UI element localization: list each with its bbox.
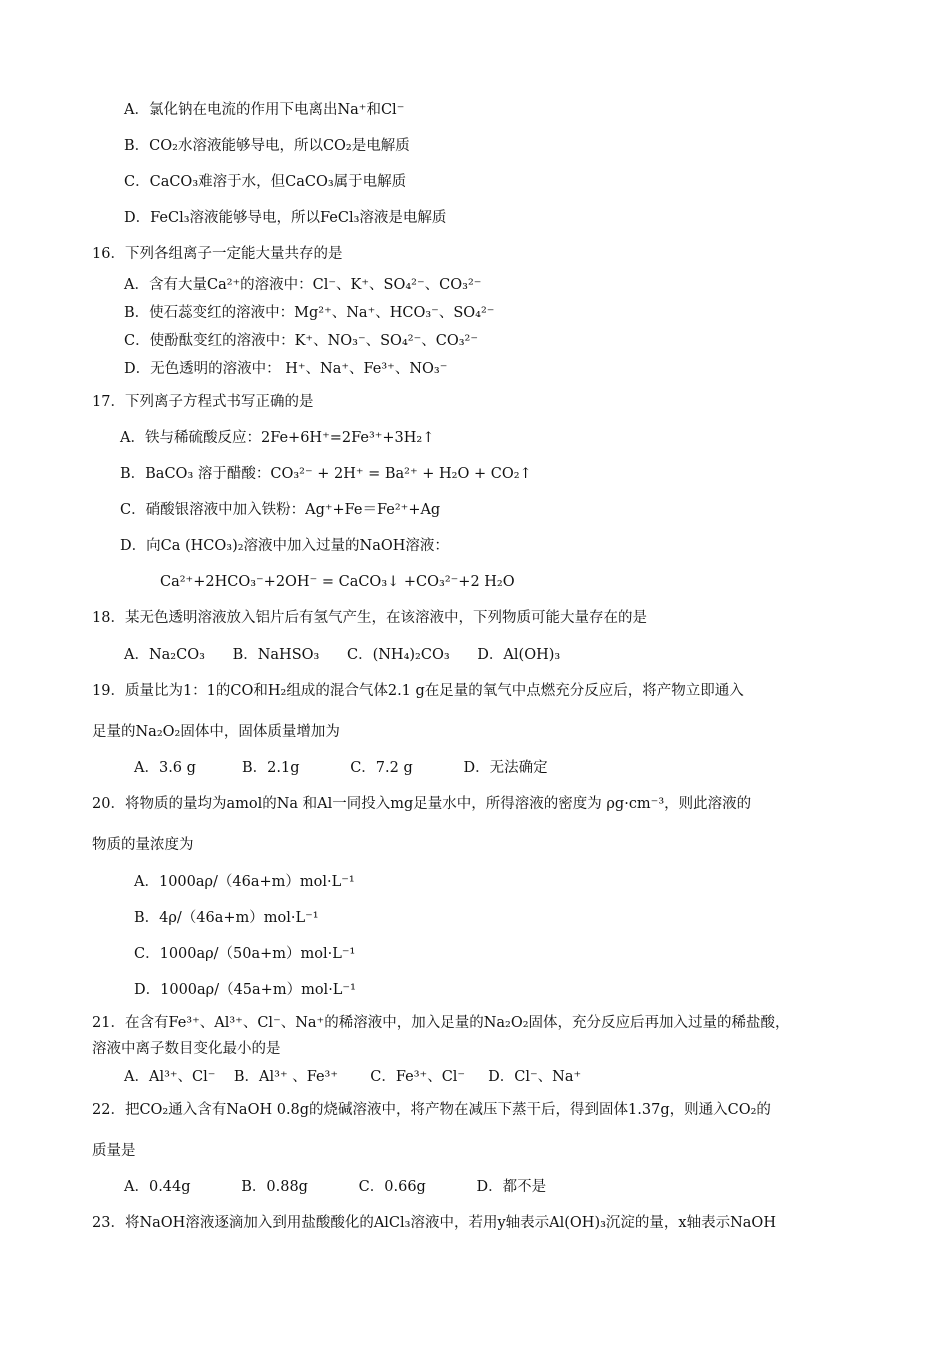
q21-stem-cont: 溶液中离子数目变化最小的是 xyxy=(92,1041,281,1057)
q19-options: A．3.6 g B．2.1g C．7.2 g D．无法确定 xyxy=(134,760,548,776)
q23-stem: 23．将NaOH溶液逐滴加入到用盐酸酸化的AlCl₃溶液中，若用y轴表示Al(OH)₃沉淀的量，x轴表示NaOH xyxy=(92,1215,776,1231)
q18-options: A．Na₂CO₃ B．NaHSO₃ C．(NH₄)₂CO₃ D．Al(OH)₃ xyxy=(124,647,561,663)
q19-stem: 19．质量比为1：1的CO和H₂组成的混合气体2.1 g在足量的氧气中点燃充分反应后，将产物立即通入 xyxy=(92,683,744,699)
q16-option-a: A．含有大量Ca²⁺的溶液中：Cl⁻、K⁺、SO₄²⁻、CO₃²⁻ xyxy=(124,277,482,293)
q20-option-d: D．1000aρ/（45a+m）mol·L⁻¹ xyxy=(134,982,356,998)
q16-option-d: D．无色透明的溶液中： H⁺、Na⁺、Fe³⁺、NO₃⁻ xyxy=(124,361,448,377)
q15-option-c: C．CaCO₃难溶于水，但CaCO₃属于电解质 xyxy=(124,174,407,190)
q16-option-c: C．使酚酞变红的溶液中：K⁺、NO₃⁻、SO₄²⁻、CO₃²⁻ xyxy=(124,333,478,349)
q19-stem-cont: 足量的Na₂O₂固体中，固体质量增加为 xyxy=(92,724,340,740)
q20-stem: 20．将物质的量均为amol的Na 和Al一同投入mg足量水中，所得溶液的密度为 ρg·cm⁻³，则此溶液的 xyxy=(92,796,752,812)
q22-stem-cont: 质量是 xyxy=(92,1143,136,1159)
q21-options: A．Al³⁺、Cl⁻ B．Al³⁺ 、Fe³⁺ C．Fe³⁺、Cl⁻ D．Cl⁻、Na⁺ xyxy=(124,1069,582,1085)
q20-option-a: A．1000aρ/（46a+m）mol·L⁻¹ xyxy=(134,874,355,890)
q17-stem: 17．下列离子方程式书写正确的是 xyxy=(92,394,314,410)
q15-option-d: D．FeCl₃溶液能够导电，所以FeCl₃溶液是电解质 xyxy=(124,210,447,226)
q20-option-b: B．4ρ/（46a+m）mol·L⁻¹ xyxy=(134,910,319,926)
q16-stem: 16．下列各组离子一定能大量共存的是 xyxy=(92,246,343,262)
q20-option-c: C．1000aρ/（50a+m）mol·L⁻¹ xyxy=(134,946,356,962)
q15-option-b: B．CO₂水溶液能够导电，所以CO₂是电解质 xyxy=(124,138,410,154)
q20-stem-cont: 物质的量浓度为 xyxy=(92,837,194,853)
q18-stem: 18．某无色透明溶液放入铝片后有氢气产生，在该溶液中，下列物质可能大量存在的是 xyxy=(92,610,647,626)
q22-options: A．0.44g B．0.88g C．0.66g D．都不是 xyxy=(124,1179,547,1195)
q17-option-d-equation: Ca²⁺+2HCO₃⁻+2OH⁻ = CaCO₃↓ +CO₃²⁻+2 H₂O xyxy=(160,574,515,590)
q16-option-b: B．使石蕊变红的溶液中：Mg²⁺、Na⁺、HCO₃⁻、SO₄²⁻ xyxy=(124,305,495,321)
q21-stem: 21．在含有Fe³⁺、Al³⁺、Cl⁻、Na⁺的稀溶液中，加入足量的Na₂O₂固体，充分反应后再加入过量的稀盐酸， xyxy=(92,1015,790,1031)
q17-option-d: D．向Ca (HCO₃)₂溶液中加入过量的NaOH溶液： xyxy=(120,538,449,554)
q22-stem: 22．把CO₂通入含有NaOH 0.8g的烧碱溶液中，将产物在减压下蒸干后，得到固体1.37g，则通入CO₂的 xyxy=(92,1102,771,1118)
q17-option-c: C．硝酸银溶液中加入铁粉：Ag⁺+Fe＝Fe²⁺+Ag xyxy=(120,502,441,518)
q15-option-a: A．氯化钠在电流的作用下电离出Na⁺和Cl⁻ xyxy=(124,102,405,118)
q17-option-b: B．BaCO₃ 溶于醋酸：CO₃²⁻ + 2H⁺ = Ba²⁺ + H₂O + CO₂↑ xyxy=(120,466,532,482)
q17-option-a: A．铁与稀硫酸反应：2Fe+6H⁺=2Fe³⁺+3H₂↑ xyxy=(120,430,435,446)
